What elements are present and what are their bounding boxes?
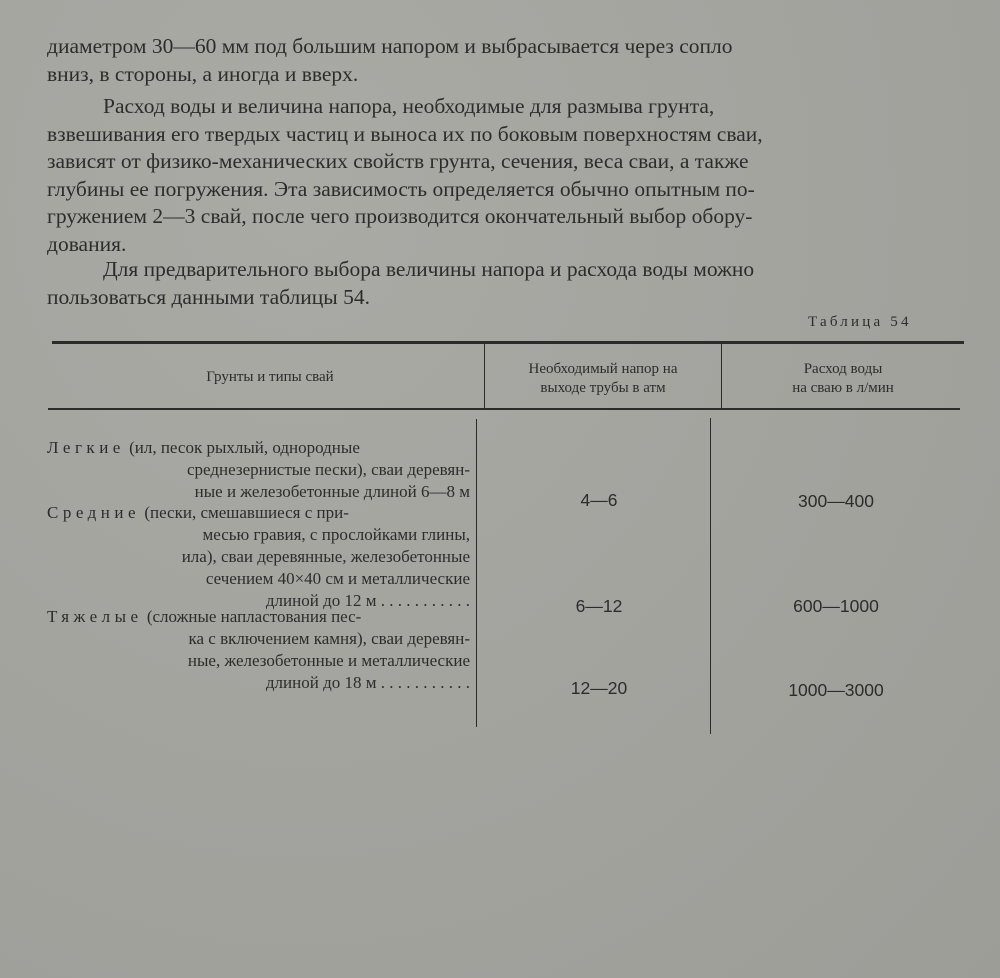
text-line bbox=[47, 502, 470, 524]
row-medium-flow: 600—1000 bbox=[793, 596, 879, 616]
row-medium-description bbox=[47, 502, 470, 612]
text-line: взвешивания его твердых частиц и выноса их по боковым поверхностям сваи, bbox=[47, 121, 763, 146]
paragraph-preliminary-choice bbox=[47, 256, 967, 311]
text-fragment: (сложные напластования пес- bbox=[146, 607, 362, 626]
text-line: дования. bbox=[47, 231, 127, 256]
row-light-pressure: 4—6 bbox=[580, 490, 618, 510]
text-line: Для предварительного выбора величины напора и расхода воды можно bbox=[103, 257, 755, 281]
header-soil-types: Грунты и типы свай bbox=[206, 369, 334, 385]
row-light-flow: 300—400 bbox=[798, 491, 874, 511]
text-line: месью гравия, с прослойками глины, bbox=[202, 525, 470, 544]
text-line: вниз, в стороны, а иногда и вверх. bbox=[47, 61, 359, 86]
column-divider bbox=[721, 344, 722, 408]
text-line: длиной до 18 м . . . . . . . . . . . bbox=[265, 673, 470, 692]
table-caption: Таблица 54 bbox=[808, 314, 912, 330]
category-label: Средние bbox=[47, 503, 141, 522]
text-line: Расход воды и величина напора, необходимые для размыва грунта, bbox=[103, 94, 715, 118]
text-line: ные, железобетонные и металлические bbox=[187, 651, 470, 670]
text-line bbox=[47, 606, 470, 628]
header-line: Расход воды bbox=[803, 361, 883, 377]
column-divider bbox=[710, 418, 711, 734]
header-line: Необходимый напор на bbox=[528, 361, 678, 377]
row-light-description bbox=[47, 437, 470, 503]
text-line: ка с включением камня), сваи деревян- bbox=[188, 629, 470, 648]
text-line: глубины ее погружения. Эта зависимость определяется обычно опытным по- bbox=[47, 176, 755, 201]
text-line bbox=[47, 437, 470, 459]
column-divider bbox=[484, 344, 485, 408]
row-heavy-description bbox=[47, 606, 470, 694]
text-line: ила), сваи деревянные, железобетонные bbox=[181, 547, 470, 566]
header-flow bbox=[728, 360, 958, 398]
text-line: зависят от физико-механических свойств грунта, сечения, веса сваи, а также bbox=[47, 149, 749, 173]
text-fragment: (ил, песок рыхлый, однородные bbox=[129, 438, 360, 457]
header-line: выходе трубы в атм bbox=[540, 380, 666, 396]
row-heavy-pressure: 12—20 bbox=[570, 678, 628, 698]
table-header-rule bbox=[48, 408, 960, 410]
text-line: ные и железобетонные длиной 6—8 м bbox=[194, 482, 470, 501]
text-line: сечением 40×40 см и металлические bbox=[205, 569, 470, 588]
column-divider bbox=[476, 419, 477, 727]
header-line: на сваю в л/мин bbox=[792, 380, 894, 396]
row-medium-pressure: 6—12 bbox=[575, 596, 623, 616]
paragraph-water-consumption bbox=[47, 93, 967, 258]
text-line: гружением 2—3 свай, после чего производится окончательный выбор обору- bbox=[47, 204, 753, 228]
category-label: Тяжелые bbox=[47, 607, 143, 626]
row-heavy-flow: 1000—3000 bbox=[788, 680, 884, 700]
text-fragment: (пески, смешавшиеся с при- bbox=[144, 503, 349, 522]
paragraph-nozzle bbox=[47, 33, 967, 88]
table-top-rule bbox=[52, 341, 964, 344]
text-line: диаметром 30—60 мм под большим напором и выбрасывается через сопло bbox=[47, 34, 733, 58]
text-line: среднезернистые пески), сваи деревян- bbox=[186, 460, 470, 479]
header-pressure bbox=[488, 360, 718, 398]
text-line: длиной до 12 м . . . . . . . . . . . bbox=[265, 591, 470, 610]
text-line: пользоваться данными таблицы 54. bbox=[47, 284, 370, 309]
category-label: Легкие bbox=[47, 438, 125, 457]
